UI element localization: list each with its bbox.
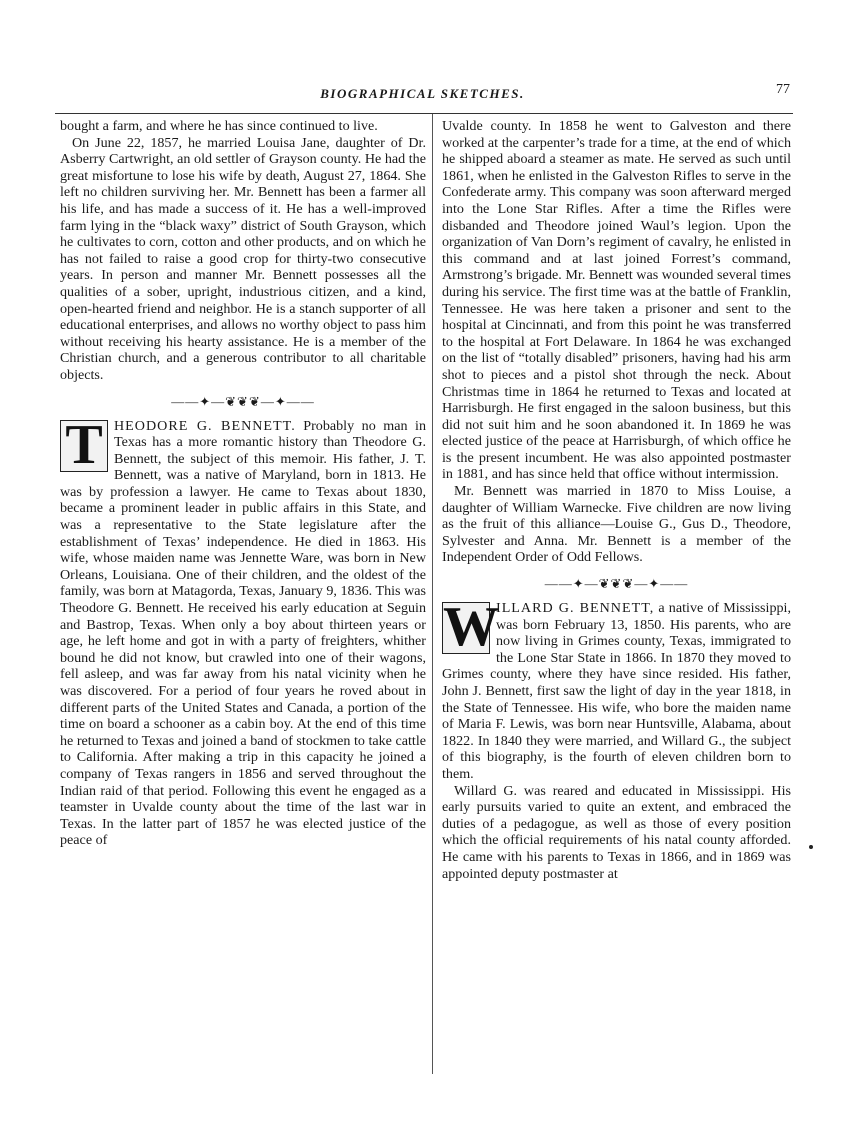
sketch-heading-name: HEODORE G. BENNETT.	[114, 417, 296, 434]
drop-cap-initial: W	[443, 596, 499, 659]
page-number: 77	[776, 82, 790, 97]
ink-speck	[809, 845, 813, 849]
paragraph: bought a farm, and where he has since continued to live.	[60, 118, 378, 134]
header-rule	[55, 113, 793, 114]
sketch-heading-name: ILLARD G. BENNETT,	[496, 600, 655, 617]
sketch-body: a native of Mississippi, was born February 13, 1850. His parents, who are now living in Grimes county, Texas, immigrated to the Lone Star State in 1866. In 1870 they moved to Grimes county, where they have since resided. His father, John J. Bennett, first saw the light of day in the year 1818, in the State of Tennessee. His wife, who bore the maiden name of Maria F. Lewis, was born near Huntsville, Alabama, about 1822. In 1840 they were married, and Willard G., the subject of this biography, is the fourth of eleven children born to them.	[442, 600, 791, 782]
section-ornament: ——✦—❦❦❦—✦——	[171, 393, 315, 409]
paragraph: Willard G. was reared and educated in Mississippi. His early pursuits varied to quite an extent, and embraced the duties of a pedagogue, as well as those of every position which the official requirements of his natal county afforded. He came with his parents to Texas in 1866, and in 1869 was appointed deputy postmaster at	[442, 782, 791, 882]
left-column	[60, 118, 426, 849]
sketch-willard-bennett	[442, 596, 791, 783]
column-divider	[432, 114, 433, 1074]
paragraph: On June 22, 1857, he married Louisa Jane, daughter of Dr. Asberry Cartwright, an old settler of Grayson county. He had the great misfortune to lose his wife by death, August 27, 1864. She left no children surviving her. Mr. Bennett has been a farmer all his life, and has made a success of it. He has a well-improved farm lying in the “black waxy” district of South Grayson, which he cultivates to corn, cotton and other products, and on which he has not failed to raise a good crop for thirty-two consecutive years. In person and manner Mr. Bennett possesses all the qualities of a sober, upright, industrious citizen, and a kind, open-hearted friend and neighbor. He is a stanch supporter of all educational enterprises, and allows no worthy object to pass him without receiving his hearty assistance. He is a member of the Christian church, and a generous contributor to all charitable objects.	[60, 134, 426, 383]
right-column	[442, 118, 791, 882]
sketch-theodore-bennett	[60, 413, 426, 849]
drop-cap-initial: T	[60, 420, 108, 472]
running-title: BIOGRAPHICAL SKETCHES.	[320, 86, 525, 101]
paragraph: Mr. Bennett was married in 1870 to Miss Louise, a daughter of William Warnecke. Five children are now living as the fruit of this alliance—Louise G., Gus D., Theodore, Sylvester and Anna. Mr. Bennett is a member of the Independent Order of Odd Fellows.	[442, 483, 791, 566]
sketch-body: Probably no man in Texas has a more romantic history than Theodore G. Bennett, the subject of this memoir. His father, J. T. Bennett, was a native of Maryland, born in 1813. He was by profession a lawyer. He came to Texas about 1830, became a prominent leader in public affairs in this State, and was a representative to the State legislature after the establishment of Texas’ independence. He died in 1863. His wife, whose maiden name was Jennette Ware, was born in New Orleans, Louisiana. One of their children, and the oldest of the family, was born at Matagorda, Texas, January 9, 1836. This was Theodore G. Bennett. He received his early education at Seguin and Bastrop, Texas. When only a boy about thirteen years or age, he left home and got in with a party of freighters, whither bound he did not know, but crawled into one of their wagons, fell asleep, and was far away from his natal vicinity when he was discovered. For a period of four years he roved about in different parts of the United States and Canada, a portion of the time on board a schooner as a cabin boy. At the end of this time he returned to Texas and joined a band of stockmen to take cattle to California. After making a trip in this capacity he joined a company of Texas rangers in 1856 and served throughout the Indian raid of that period. Following this event he engaged as a teamster in Uvalde county about the time of the last war in Texas. In the latter part of 1857 he was elected justice of the peace of	[60, 417, 426, 849]
running-header	[55, 82, 790, 106]
section-ornament: ——✦—❦❦❦—✦——	[544, 576, 689, 592]
paragraph: Uvalde county. In 1858 he went to Galveston and there worked at the carpenter’s trade for a time, at the end of which he shipped aboard a steamer as mate. He served as such until 1861, when he enlisted in the Galveston Rifles to serve in the Confederate army. This company was soon afterward merged into the Lone Star Rifles. After a time the Rifles were disbanded and Theodore joined Waul’s legion. Upon the organization of Van Dorn’s regiment of cavalry, he enlisted in this command and at last joined Forrest’s command, Armstrong’s brigade. Mr. Bennett was wounded several times during his service. The first time was at the battle of Franklin, Tennessee. He was here taken a prisoner and sent to the hospital at Cincinnati, and from this point he was transferred to the hospital at Fort Delaware. In 1864 he was exchanged on the list of “totally disabled” prisoners, having had his arm shot to pieces and a pistol shot through the neck. About Christmas time in 1864 he returned to Texas and located at Harrisburgh. He first engaged in the saloon business, but this did not suit him and he soon abandoned it. In 1869 he was elected justice of the peace at Harrisburgh, of which office he is the present incumbent. He was also appointed postmaster in 1881, and has since held that office without intermission.	[442, 118, 791, 483]
